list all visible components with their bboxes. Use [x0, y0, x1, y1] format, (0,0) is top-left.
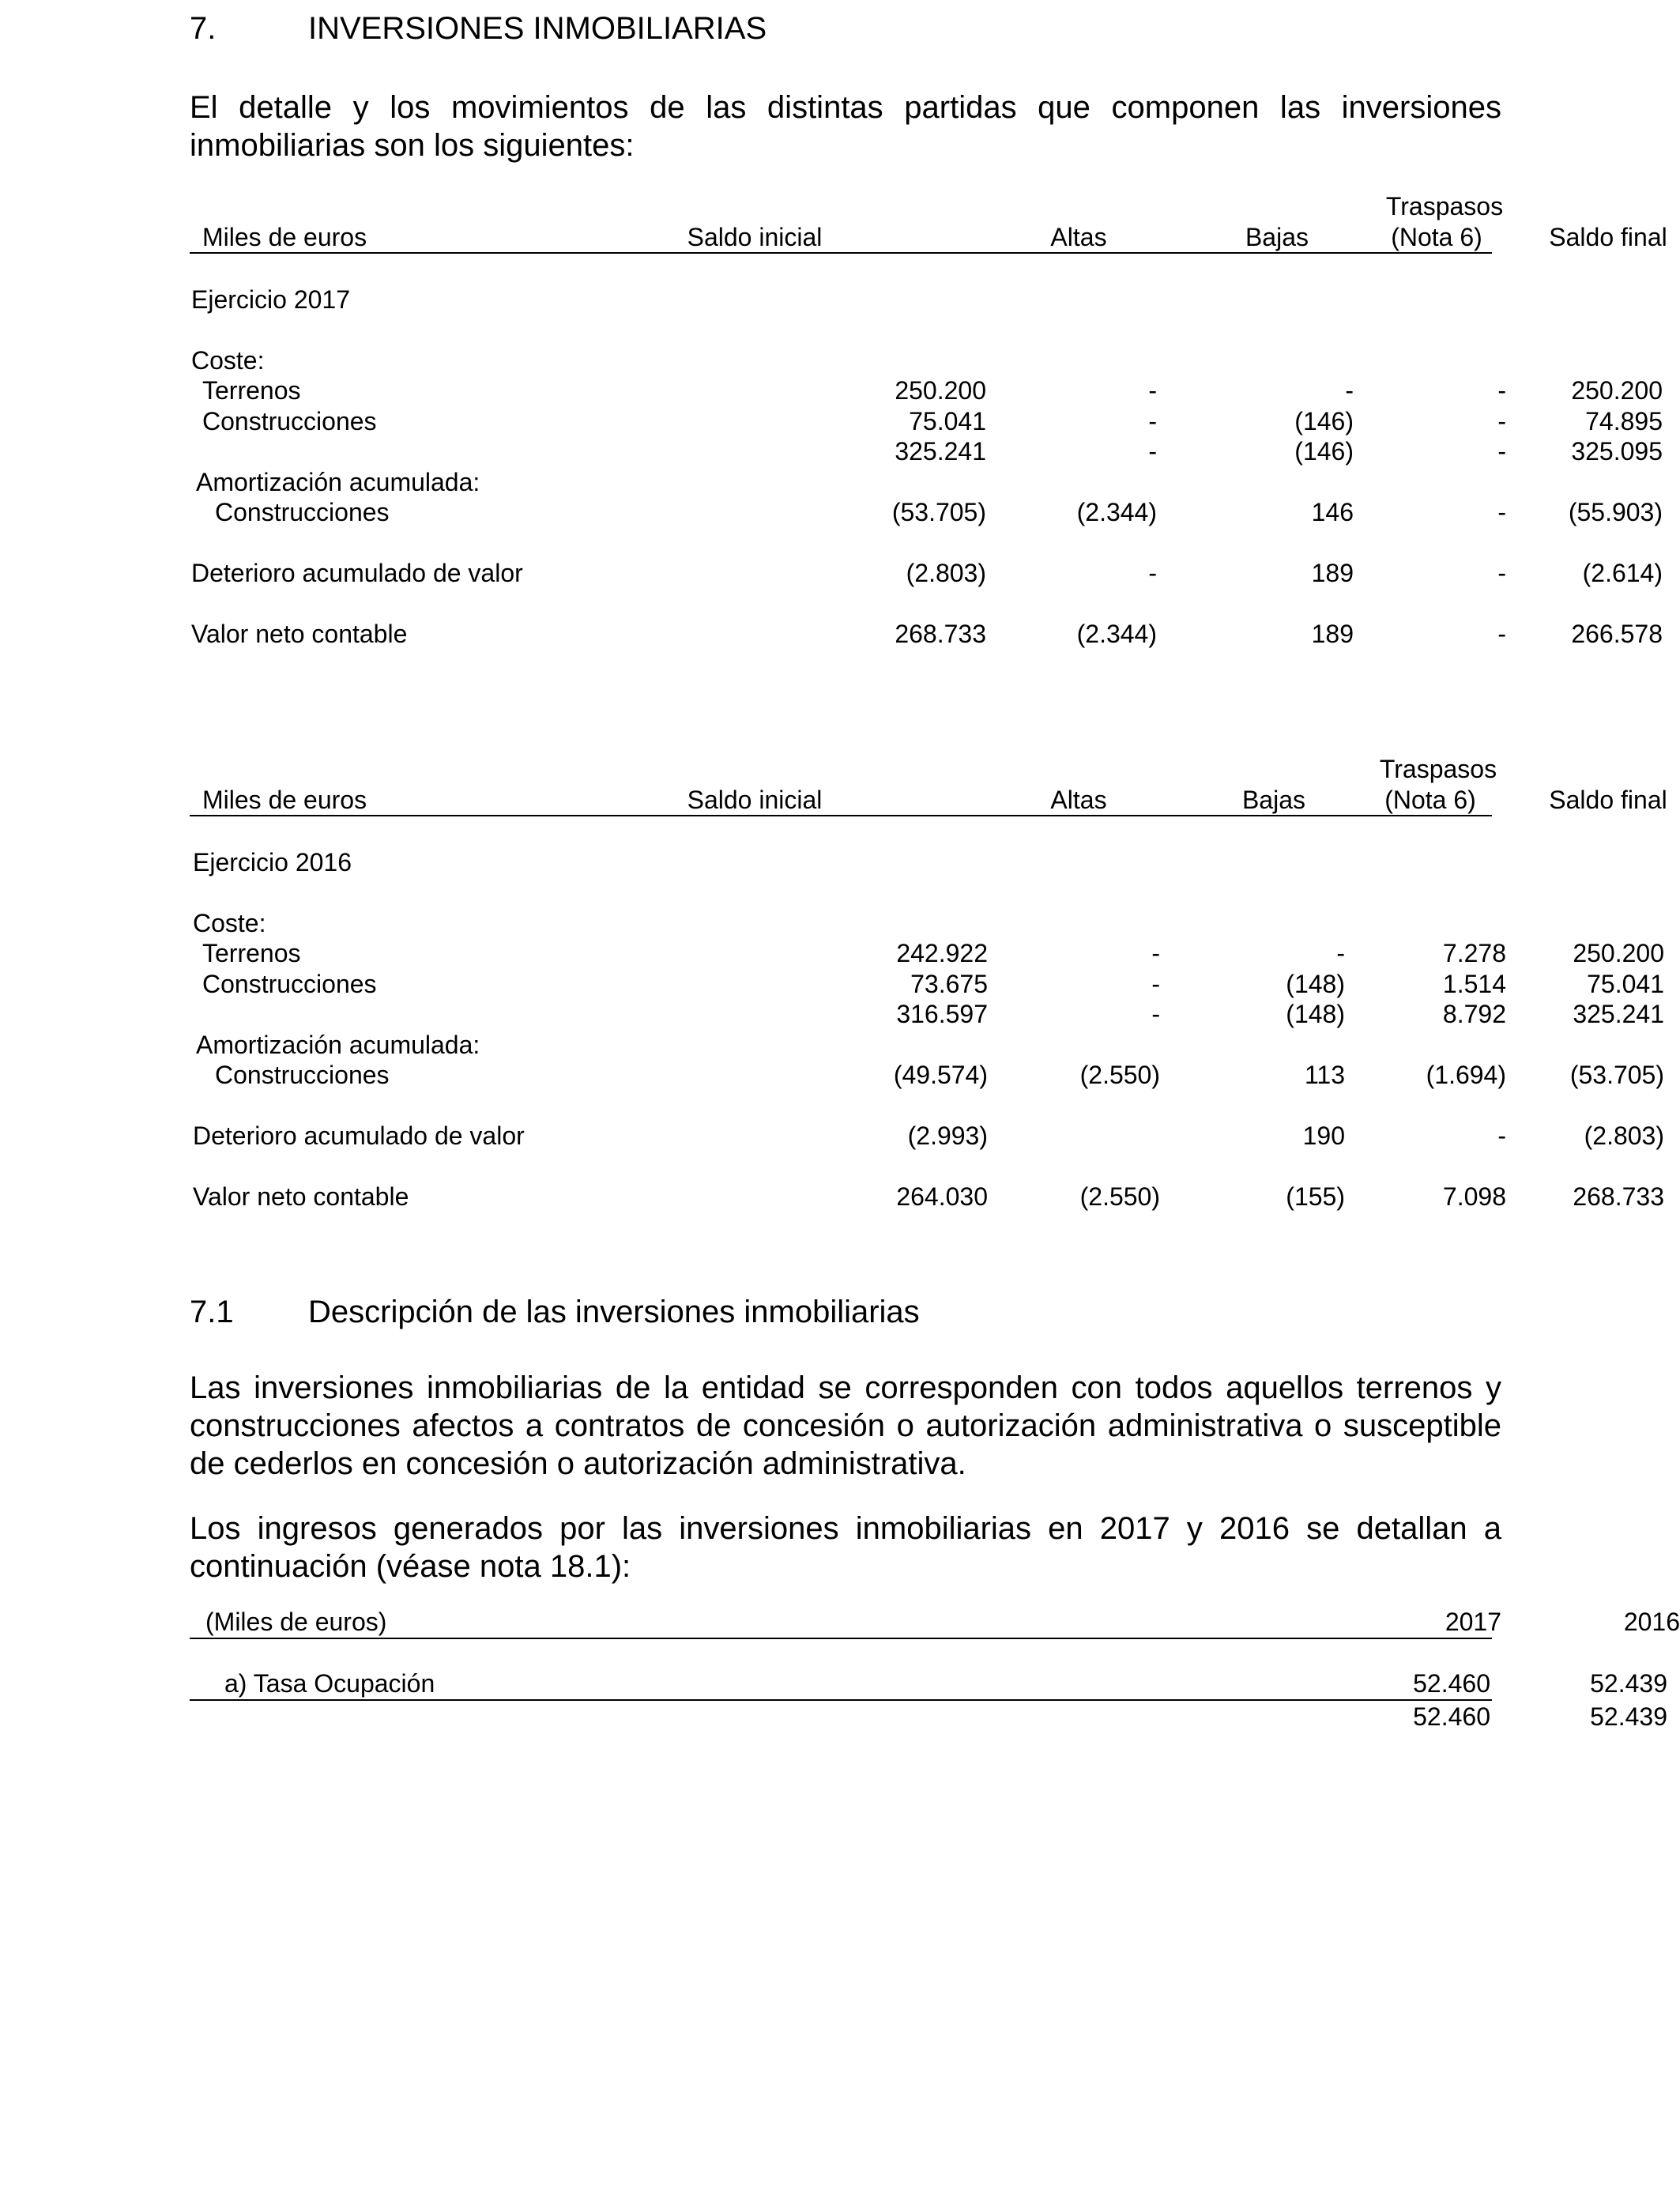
- cell-traspasos: 1.514: [1442, 969, 1506, 998]
- table-row: [190, 1121, 1664, 1152]
- table-row: [190, 1668, 1667, 1701]
- row-label: Valor neto contable: [191, 620, 408, 648]
- table-2016: [190, 754, 1667, 1212]
- cell-saldo-inicial: 316.597: [896, 1000, 988, 1028]
- cell-saldo-final: (53.705): [1569, 1061, 1664, 1089]
- cell-bajas: -: [1336, 939, 1345, 967]
- row-label: Deterioro acumulado de valor: [193, 1122, 525, 1150]
- cell-saldo-final: 268.733: [1573, 1182, 1664, 1211]
- cell-2017: 52.460: [1413, 1669, 1490, 1698]
- table-row: [190, 1182, 1664, 1212]
- total-2016: 52.439: [1590, 1702, 1667, 1731]
- cell-altas: -: [1148, 376, 1157, 405]
- table-header: [190, 191, 1667, 254]
- header-miles-de-euros: Miles de euros: [202, 222, 367, 251]
- cell-bajas: 189: [1311, 620, 1354, 648]
- section-title: INVERSIONES INMOBILIARIAS: [308, 11, 767, 46]
- description-paragraph: Las inversiones inmobiliarias de la entidad se corresponden con todos aquellos terrenos y construcciones afectos a contratos de concesión o autorización administrativa o susceptible de cederlos en concesión o autorización administrativa.: [190, 1370, 1501, 1481]
- cell-traspasos: -: [1497, 406, 1506, 435]
- cell-saldo-inicial: (53.705): [891, 498, 986, 526]
- coste-row: [190, 345, 1492, 376]
- cell-bajas: (155): [1286, 1182, 1345, 1211]
- header-traspasos: Traspasos: [1379, 755, 1497, 783]
- cell-altas: -: [1148, 406, 1157, 435]
- cell-saldo-final: 75.041: [1587, 969, 1664, 998]
- section-heading: [190, 9, 767, 47]
- cell-traspasos: -: [1497, 1122, 1506, 1150]
- header-saldo-inicial: Saldo inicial: [687, 785, 823, 814]
- header-traspasos: Traspasos: [1385, 192, 1504, 221]
- table-row: [190, 375, 1663, 406]
- cell-bajas: 189: [1311, 559, 1354, 587]
- cell-bajas: 190: [1302, 1122, 1345, 1150]
- cell-saldo-final: (55.903): [1568, 498, 1663, 526]
- cell-saldo-final: (2.803): [1584, 1122, 1664, 1150]
- header-saldo-final: Saldo final: [1549, 222, 1667, 251]
- cell-saldo-final: 250.200: [1571, 376, 1663, 405]
- cell-bajas: (146): [1294, 437, 1354, 466]
- header-altas: Altas: [1050, 222, 1107, 251]
- total-2017: 52.460: [1413, 1702, 1490, 1731]
- header-nota-6: (Nota 6): [1391, 222, 1482, 251]
- section-number: 7.: [190, 11, 217, 46]
- cell-saldo-inicial: 242.922: [896, 939, 988, 967]
- table-row: [190, 1060, 1664, 1091]
- cell-saldo-inicial: 250.200: [895, 376, 986, 405]
- cell-2016: 52.439: [1590, 1669, 1667, 1698]
- cell-saldo-final: (2.614): [1582, 559, 1663, 587]
- cell-altas: (2.550): [1079, 1182, 1160, 1211]
- income-header-label: (Miles de euros): [205, 1608, 387, 1636]
- cell-altas: -: [1151, 1000, 1160, 1028]
- cell-traspasos: (1.694): [1426, 1061, 1506, 1089]
- cell-saldo-inicial: (2.993): [907, 1122, 988, 1150]
- cell-saldo-inicial: 75.041: [909, 406, 986, 435]
- table-row: [190, 619, 1663, 650]
- income-paragraph: Los ingresos generados por las inversiones inmobiliarias en 2017 y 2016 se detallan a continuación (véase nota 18.1):: [190, 1511, 1501, 1584]
- row-label: Valor neto contable: [193, 1182, 409, 1211]
- table-row: [190, 406, 1663, 437]
- cell-saldo-inicial: 268.733: [895, 620, 986, 648]
- cell-saldo-final: 74.895: [1585, 406, 1663, 435]
- table-row: [190, 497, 1663, 528]
- cell-saldo-final: 325.095: [1571, 437, 1663, 466]
- cell-traspasos: -: [1497, 376, 1506, 405]
- amortizacion-label-row: [190, 1030, 1492, 1061]
- cell-bajas: (148): [1286, 1000, 1345, 1028]
- header-bajas: Bajas: [1245, 222, 1309, 251]
- amortizacion-label-row: [190, 467, 1492, 498]
- cell-bajas: 146: [1311, 498, 1354, 526]
- ejercicio-label: Ejercicio 2016: [193, 847, 352, 876]
- table-row: [190, 436, 1663, 467]
- cell-traspasos: 7.278: [1442, 939, 1506, 967]
- total-row: [190, 1701, 1667, 1732]
- cell-saldo-inicial: 264.030: [896, 1182, 988, 1211]
- income-table-header: [190, 1606, 1680, 1639]
- row-label: a) Tasa Ocupación: [224, 1669, 435, 1698]
- row-label: Construcciones: [202, 406, 377, 435]
- income-table: [190, 1606, 1680, 1732]
- subsection-number: 7.1: [190, 1295, 234, 1329]
- cell-saldo-inicial: (2.803): [906, 559, 986, 587]
- cell-traspasos: -: [1497, 620, 1506, 648]
- table-header: [190, 754, 1667, 816]
- table-row: [190, 969, 1664, 1000]
- cell-saldo-inicial: (49.574): [893, 1061, 988, 1089]
- header-nota-6: (Nota 6): [1384, 785, 1476, 814]
- cell-saldo-inicial: 73.675: [910, 969, 988, 998]
- subsection-title: Descripción de las inversiones inmobiliarias: [308, 1295, 920, 1329]
- cell-saldo-inicial: 325.241: [895, 437, 986, 466]
- header-saldo-final: Saldo final: [1549, 785, 1667, 814]
- header-altas: Altas: [1050, 785, 1107, 814]
- subsection-heading: [190, 1293, 920, 1331]
- header-bajas: Bajas: [1241, 785, 1305, 814]
- coste-label: Coste:: [193, 908, 266, 937]
- cell-altas: -: [1148, 559, 1157, 587]
- cell-altas: -: [1151, 969, 1160, 998]
- ejercicio-label: Ejercicio 2017: [191, 285, 350, 314]
- header-miles-de-euros: Miles de euros: [202, 785, 367, 814]
- intro-paragraph: El detalle y los movimientos de las distintas partidas que componen las inversiones inmobiliarias son los siguientes:: [190, 90, 1501, 163]
- cell-altas: (2.344): [1076, 498, 1157, 526]
- row-label: Terrenos: [202, 939, 301, 967]
- row-label: Deterioro acumulado de valor: [191, 559, 523, 587]
- table-row: [190, 558, 1663, 589]
- income-header-2017: 2017: [1445, 1608, 1501, 1636]
- row-label: Terrenos: [202, 376, 301, 405]
- cell-altas: (2.344): [1076, 620, 1157, 648]
- cell-saldo-final: 250.200: [1573, 939, 1664, 967]
- row-label: Construcciones: [202, 969, 377, 998]
- ejercicio-row: [190, 847, 1492, 878]
- amortizacion-label: Amortización acumulada:: [196, 1030, 480, 1059]
- ejercicio-row: [190, 285, 1492, 315]
- table-row: [190, 938, 1664, 969]
- cell-bajas: 113: [1304, 1061, 1345, 1089]
- cell-bajas: -: [1345, 376, 1354, 405]
- coste-label: Coste:: [191, 345, 265, 375]
- cell-saldo-final: 266.578: [1571, 620, 1663, 648]
- cell-altas: -: [1151, 939, 1160, 967]
- cell-altas: (2.550): [1079, 1061, 1160, 1089]
- coste-row: [190, 908, 1492, 939]
- amortizacion-label: Amortización acumulada:: [196, 467, 480, 496]
- table-2017: [190, 191, 1667, 650]
- cell-traspasos: 8.792: [1442, 1000, 1506, 1028]
- row-label: Construcciones: [215, 1061, 390, 1089]
- cell-bajas: (146): [1294, 406, 1354, 435]
- row-label: Construcciones: [215, 498, 390, 526]
- cell-altas: -: [1148, 437, 1157, 466]
- cell-saldo-final: 325.241: [1573, 1000, 1664, 1028]
- cell-traspasos: -: [1497, 559, 1506, 587]
- cell-traspasos: 7.098: [1442, 1182, 1506, 1211]
- header-saldo-inicial: Saldo inicial: [687, 222, 823, 251]
- income-header-2016: 2016: [1623, 1608, 1680, 1636]
- table-row: [190, 999, 1664, 1030]
- cell-traspasos: -: [1497, 437, 1506, 466]
- cell-traspasos: -: [1497, 498, 1506, 526]
- cell-bajas: (148): [1286, 969, 1345, 998]
